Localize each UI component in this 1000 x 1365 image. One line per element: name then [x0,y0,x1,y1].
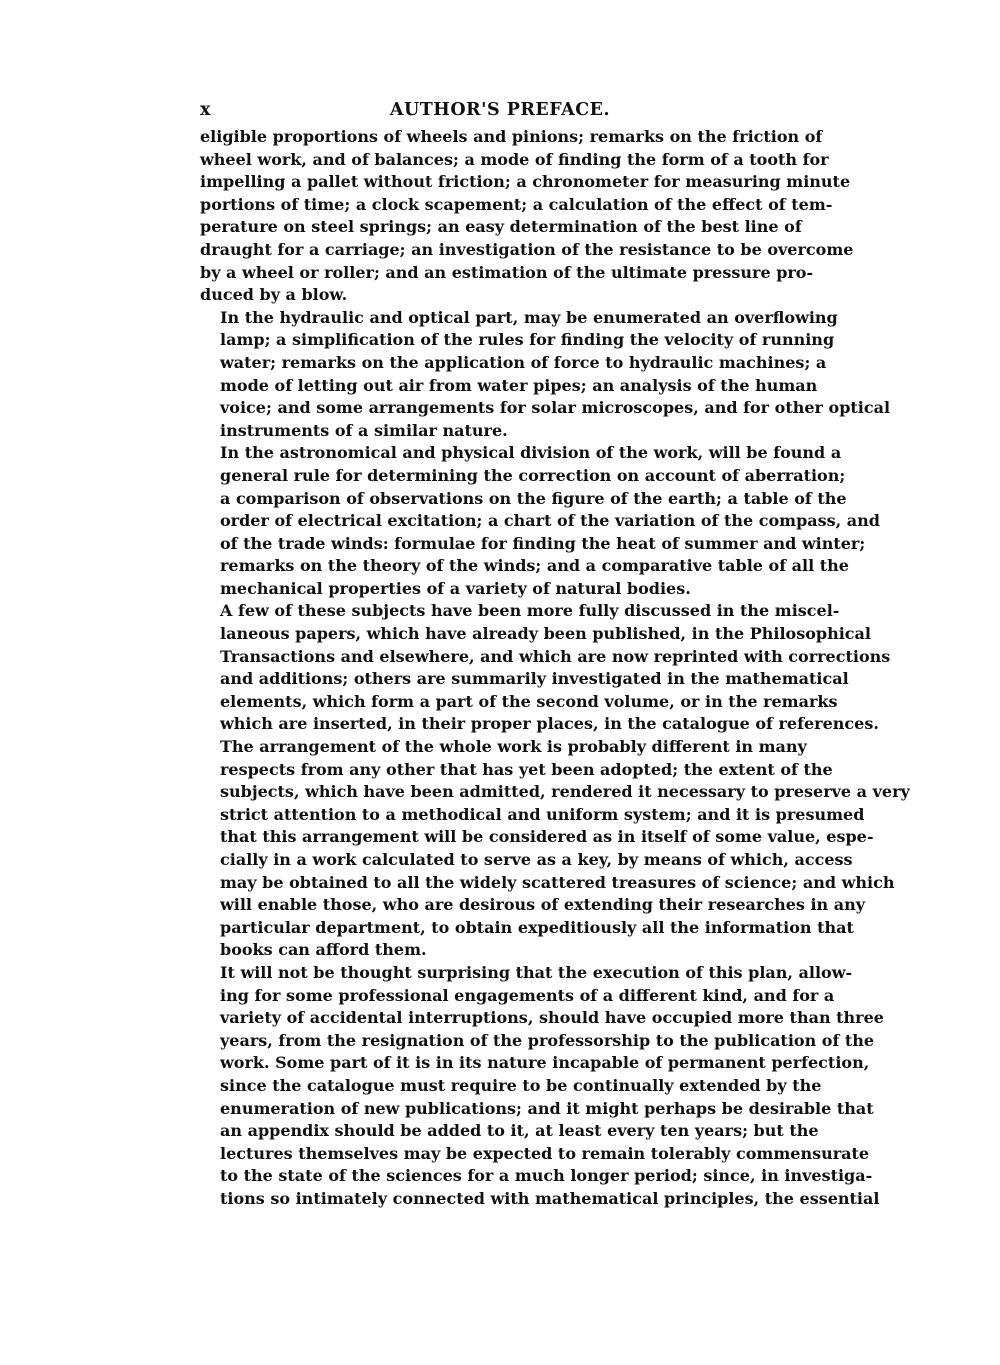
text-line: draught for a carriage; an investigation of the resistance to be overcome [200,239,854,259]
text-line: The arrangement of the whole work is probably different in many [220,737,807,757]
text-line: of the trade winds: formulae for finding the heat of summer and winter; [220,533,866,553]
text-line: impelling a pallet without friction; a chronometer for measuring minute [200,172,851,192]
text-line: a comparison of observations on the figure of the earth; a table of the [220,488,847,508]
text-line: elements, which form a part of the second volume, or in the remarks [220,691,838,711]
text-line: lectures themselves may be expected to remain tolerably commensurate [220,1143,870,1163]
text-line: particular department, to obtain expeditiously all the information that [220,917,854,937]
text-line: portions of time; a clock scapement; a calculation of the effect of tem- [200,194,833,214]
text-line: A few of these subjects have been more fully discussed in the miscel- [220,601,840,621]
text-line: and additions; others are summarily investigated in the mathematical [220,669,849,689]
paragraph [200,442,880,600]
text-line: voice; and some arrangements for solar microscopes, and for other optical [220,398,891,418]
running-head: AUTHOR'S PREFACE. [389,100,611,120]
text-line: Transactions and elsewhere, and which are now reprinted with corrections [220,646,891,666]
text-line: since the catalogue must require to be continually extended by the [220,1075,822,1095]
text-line: subjects, which have been admitted, rendered it necessary to preserve a very [220,782,910,802]
text-line: general rule for determining the correction on account of aberration; [220,465,846,485]
text-line: mode of letting out air from water pipes; an analysis of the human [220,375,818,395]
text-line: to the state of the sciences for a much longer period; since, in investiga- [220,1166,873,1186]
page-number: x [200,100,211,120]
text-line: years, from the resignation of the professorship to the publication of the [220,1030,875,1050]
text-line: enumeration of new publications; and it might perhaps be desirable that [220,1098,874,1118]
text-line: eligible proportions of wheels and pinions; remarks on the friction of [200,127,823,146]
text-line: water; remarks on the application of force to hydraulic machines; a [220,352,827,372]
text-line: strict attention to a methodical and uniform system; and it is presumed [220,804,865,824]
text-line: duced by a blow. [200,285,348,305]
text-line: by a wheel or roller; and an estimation of the ultimate pressure pro- [200,262,814,282]
paragraph [200,307,891,443]
text-line: tions so intimately connected with mathematical principles, the essential [220,1188,880,1208]
paragraph [200,962,884,1211]
text-line: work. Some part of it is in its nature incapable of permanent perfection, [220,1053,870,1073]
text-line: laneous papers, which have already been published, in the Philosophical [220,624,871,644]
text-line: which are inserted, in their proper places, in the catalogue of references. [220,714,879,734]
text-line: lamp; a simplification of the rules for finding the velocity of running [220,330,835,350]
text-line: order of electrical excitation; a chart of the variation of the compass, and [220,511,880,531]
page-header [200,100,800,126]
text-line: an appendix should be added to it, at least every ten years; but the [220,1121,819,1141]
text-line: cially in a work calculated to serve as a key, by means of which, access [220,850,853,869]
paragraph [200,126,854,307]
text-line: that this arrangement will be considered as in itself of some value, espe- [220,827,874,847]
text-line: will enable those, who are desirous of extending their researches in any [220,895,866,915]
text-line: may be obtained to all the widely scattered treasures of science; and which [220,872,895,892]
text-line: mechanical properties of a variety of natural bodies. [220,578,691,598]
text-line: remarks on the theory of the winds; and a comparative table of all the [220,556,849,576]
text-line: ing for some professional engagements of a different kind, and for a [220,985,835,1005]
text-line: It will not be thought surprising that the execution of this plan, allow- [220,962,853,982]
text-line: perature on steel springs; an easy determination of the best line of [200,217,802,237]
text-line: wheel work, and of balances; a mode of finding the form of a tooth for [200,149,829,169]
text-line: In the hydraulic and optical part, may be enumerated an overflowing [220,307,838,327]
text-line: In the astronomical and physical division of the work, will be found a [220,443,842,463]
text-line: instruments of a similar nature. [220,420,508,440]
body-text [200,126,910,1211]
paragraph [200,736,910,962]
text-line: books can afford them. [220,940,427,960]
text-line: variety of accidental interruptions, should have occupied more than three [220,1008,884,1028]
paragraph [200,600,891,736]
text-line: respects from any other that has yet been adopted; the extent of the [220,759,833,779]
book-page [200,100,910,1211]
